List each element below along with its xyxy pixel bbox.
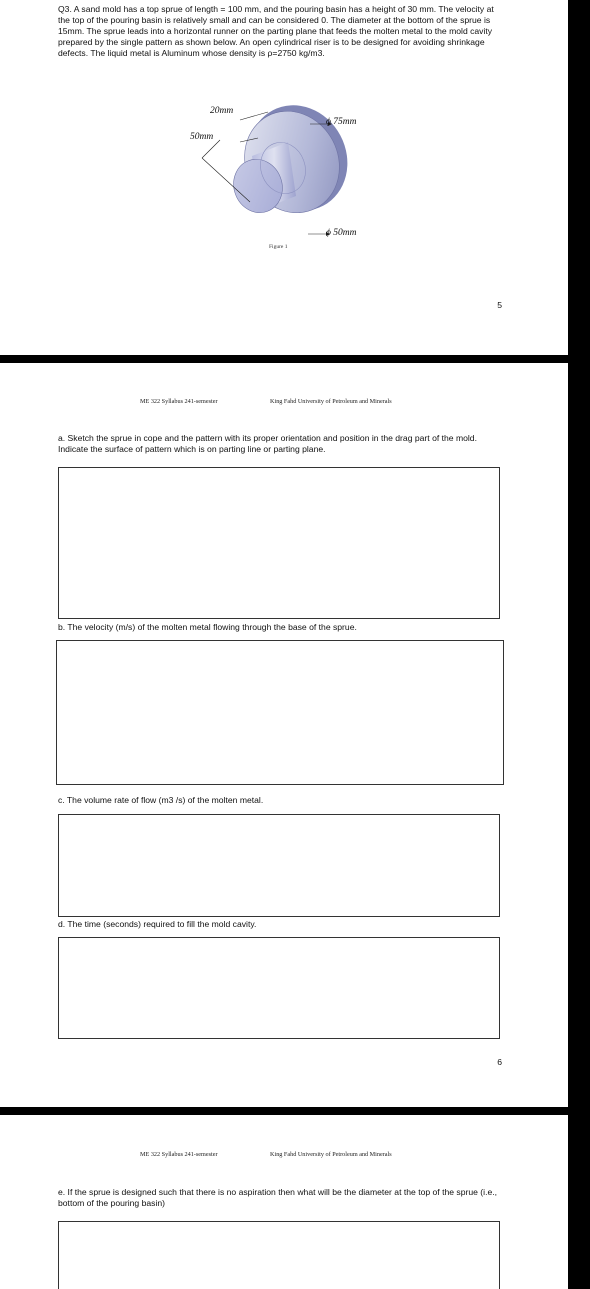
answer-box-a[interactable] [58, 467, 500, 619]
document-page-3 [0, 1115, 568, 1289]
page-number: 5 [497, 300, 502, 310]
pattern-drawing [180, 98, 390, 258]
answer-box-c[interactable] [58, 814, 500, 917]
dimension-phi50: ϕ 50mm [326, 228, 357, 238]
header-course: ME 322 Syllabus 241-semester [140, 398, 218, 405]
answer-box-e[interactable] [58, 1221, 500, 1289]
question-text: Q3. A sand mold has a top sprue of length = 100 mm, and the pouring basin has a height of 30 mm. The velocity at the top of the pouring basin is relatively small and can be considered 0. The diameter at the bottom of the sprue is 15mm. The sprue leads into a horizontal runner on the parting plane that feeds the molten metal to the mold cavity prepared by the single pattern as shown below. An open cylindrical riser is to be designed for avoiding shrinkage defects. The liquid metal is Aluminum whose density is ρ=2750 kg/m3. [58, 4, 494, 58]
dimension-50mm: 50mm [190, 132, 214, 142]
part-c-text: c. The volume rate of flow (m3 /s) of the molten metal. [58, 795, 264, 805]
part-b-text: b. The velocity (m/s) of the molten metal flowing through the base of the sprue. [58, 622, 357, 632]
answer-box-b[interactable] [56, 640, 504, 785]
part-a-text: a. Sketch the sprue in cope and the pattern with its proper orientation and position in the drag part of the mold. Indicate the surface of pattern which is on parting line or parting plane. [58, 433, 477, 454]
part-d-text: d. The time (seconds) required to fill the mold cavity. [58, 919, 257, 929]
dimension-phi75: ϕ 75mm [326, 117, 357, 127]
dimension-20mm: 20mm [210, 106, 234, 116]
page-number: 6 [497, 1057, 502, 1067]
document-page-2 [0, 363, 568, 1107]
part-e-text: e. If the sprue is designed such that there is no aspiration then what will be the diameter at the top of the sprue (i.e., bottom of the pouring basin) [58, 1187, 498, 1208]
header-university: King Fahd University of Petroleum and Minerals [270, 398, 392, 405]
page-header [0, 398, 568, 410]
pattern-figure [180, 98, 390, 258]
answer-box-d[interactable] [58, 937, 500, 1039]
header-university: King Fahd University of Petroleum and Minerals [270, 1151, 392, 1158]
document-page-1 [0, 0, 568, 355]
figure-caption: Figure 1 [269, 244, 288, 250]
page-header [0, 1151, 568, 1163]
header-course: ME 322 Syllabus 241-semester [140, 1151, 218, 1158]
